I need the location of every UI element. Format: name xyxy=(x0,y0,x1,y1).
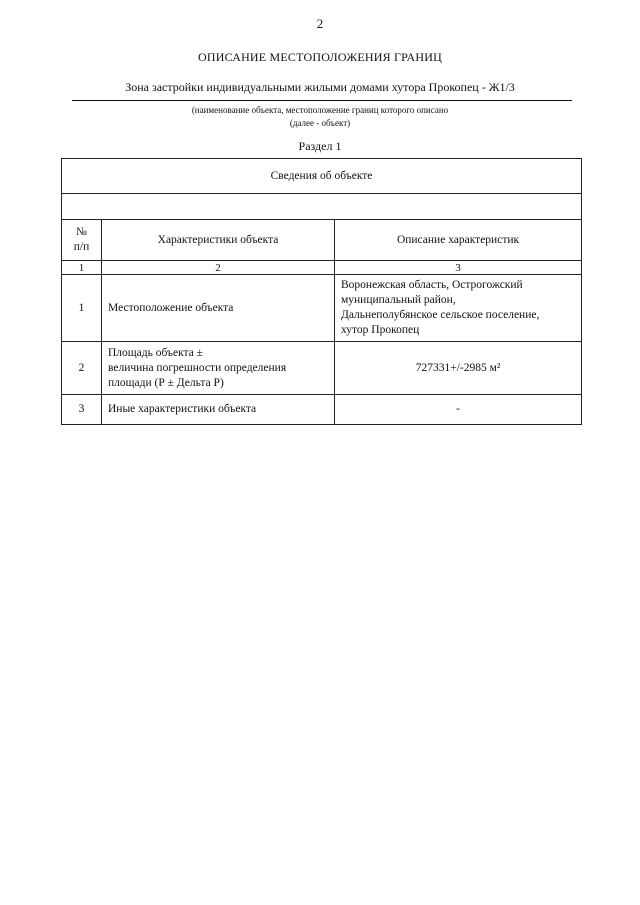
document-title: ОПИСАНИЕ МЕСТОПОЛОЖЕНИЯ ГРАНИЦ xyxy=(198,50,442,64)
table-header-row xyxy=(62,159,582,194)
table-row xyxy=(62,395,582,425)
description-line: муниципальный район, xyxy=(341,294,456,306)
characteristic-line: Иные характеристики объекта xyxy=(108,403,257,415)
row-description xyxy=(335,342,582,395)
table-header: Сведения об объекте xyxy=(62,159,582,194)
characteristic-line: величина погрешности определения xyxy=(108,361,287,374)
characteristic-line: Местоположение объекта xyxy=(108,301,234,314)
table-row xyxy=(62,275,582,342)
row-characteristic xyxy=(102,342,335,395)
page-number: 2 xyxy=(316,16,324,31)
section-title: Раздел 1 xyxy=(298,139,342,153)
row-description xyxy=(335,275,582,342)
column-number: 1 xyxy=(62,261,102,275)
column-header-row xyxy=(62,220,582,261)
column-header-characteristics: Характеристики объекта xyxy=(102,220,335,261)
description-line: Дальнеполубянское сельское поселение, xyxy=(341,309,540,321)
object-info-table xyxy=(61,158,582,425)
column-number: 3 xyxy=(335,261,582,275)
characteristic-line: площади (Р ± Дельта Р) xyxy=(108,376,224,389)
row-characteristic xyxy=(102,395,335,425)
object-name: Зона застройки индивидуальными жилыми домами хутора Прокопец - Ж1/3 xyxy=(125,80,515,94)
object-name-caption-continued: (далее - объект) xyxy=(289,118,351,128)
row-number: 3 xyxy=(62,395,102,425)
row-description xyxy=(335,395,582,425)
table-blank-row xyxy=(62,194,582,220)
characteristic-line: Площадь объекта ± xyxy=(108,346,203,359)
column-number-row xyxy=(62,261,582,275)
column-header-num xyxy=(62,220,102,261)
row-characteristic xyxy=(102,275,335,342)
description-line: - xyxy=(456,403,460,415)
column-header-description: Описание характеристик xyxy=(335,220,582,261)
description-line: 727331+/-2985 м² xyxy=(415,361,501,374)
object-name-caption: (наименование объекта, местоположение границ которого описано xyxy=(191,105,449,115)
row-number: 1 xyxy=(62,275,102,342)
row-number: 2 xyxy=(62,342,102,395)
description-line: Воронежская область, Острогожский xyxy=(341,279,523,291)
column-header-num-line1: № xyxy=(76,226,87,238)
column-number: 2 xyxy=(102,261,335,275)
underline-divider xyxy=(72,100,572,101)
column-header-num-line2: п/п xyxy=(73,241,90,253)
description-line: хутор Прокопец xyxy=(341,324,420,336)
table-row xyxy=(62,342,582,395)
blank-cell xyxy=(62,194,582,220)
